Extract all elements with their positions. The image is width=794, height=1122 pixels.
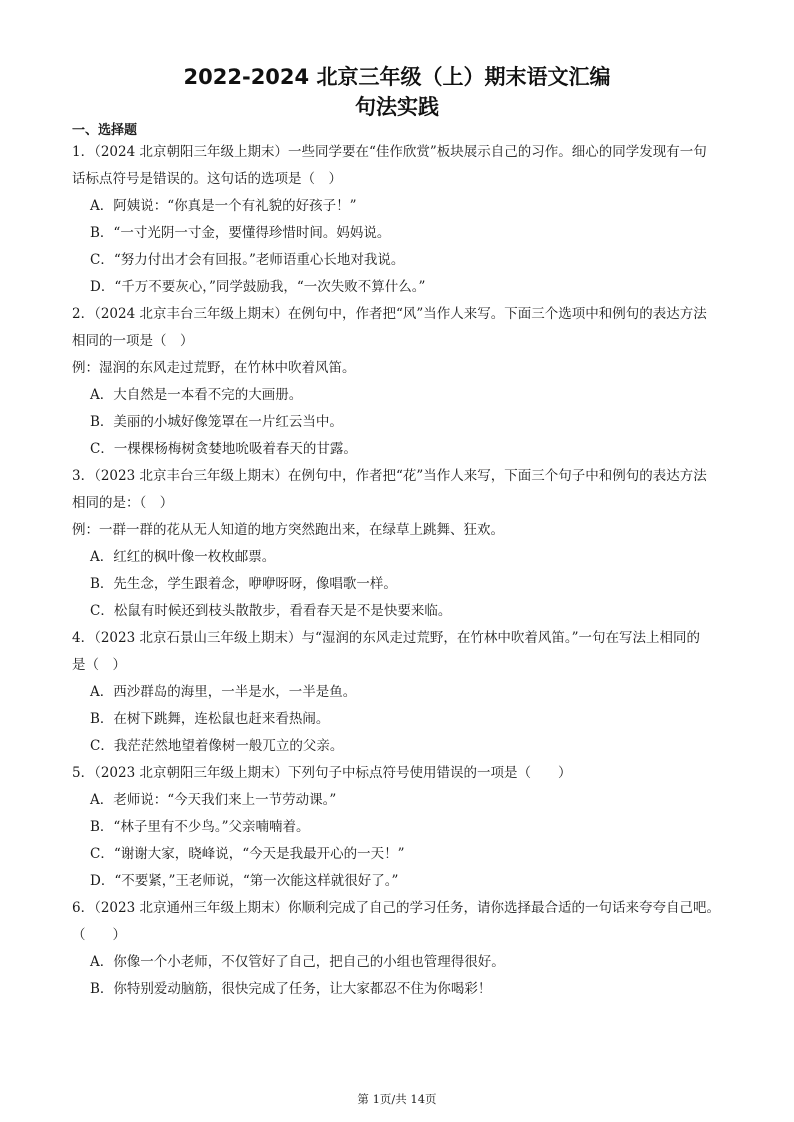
question-5-option-c: C．“谢谢大家，晓峰说，“今天是我最开心的一天！”	[90, 846, 405, 862]
question-6-option-a: A．你像一个小老师，不仅管好了自己，把自己的小组也管理得很好。	[90, 954, 505, 970]
question-3-option-b: B．先生念，学生跟着念，咿咿呀呀，像唱歌一样。	[90, 576, 397, 592]
question-1-stem-cont: 话标点符号是错误的。这句话的选项是（ ）	[72, 171, 342, 187]
question-4-stem: 4．（2023 北京石景山三年级上期末）与“湿润的东风走过荒野，在竹林中吹着风笛。”一句在写法上相同的	[72, 630, 701, 646]
question-5-option-a: A．老师说：“今天我们来上一节劳动课。”	[90, 792, 337, 808]
question-3-stem-cont: 相同的是：（ ）	[72, 495, 174, 511]
question-1-option-a: A．阿姨说：“你真是一个有礼貌的好孩子！”	[90, 198, 357, 214]
question-6-stem-cont: （ ）	[72, 927, 126, 943]
question-4-stem-cont: 是（ ）	[72, 657, 126, 673]
section-heading: 一、选择题	[72, 123, 138, 138]
question-1-stem: 1．（2024 北京朝阳三年级上期末）一些同学要在“佳作欣赏”板块展示自己的习作。细心的同学发现有一句	[72, 144, 707, 160]
question-2-stem: 2．（2024 北京丰台三年级上期末）在例句中，作者把“风”当作人来写。下面三个选项中和例句的表达方法	[72, 306, 707, 322]
question-3-option-a: A．红红的枫叶像一枚枚邮票。	[90, 549, 276, 565]
question-1-option-d: D．“千万不要灰心，”同学鼓励我，“一次失败不算什么。”	[90, 279, 426, 295]
page-footer: 第 1页/共 14页	[357, 1092, 437, 1106]
question-4-option-a: A．西沙群岛的海里，一半是水，一半是鱼。	[90, 684, 357, 700]
question-2-option-c: C．一棵棵杨梅树贪婪地吮吸着春天的甘露。	[90, 441, 357, 457]
question-5-option-b: B．“林子里有不少鸟。”父亲喃喃着。	[90, 819, 310, 835]
question-3-example: 例：一群一群的花从无人知道的地方突然跑出来，在绿草上跳舞、狂欢。	[72, 522, 504, 538]
question-2-option-b: B．美丽的小城好像笼罩在一片红云当中。	[90, 414, 343, 430]
question-4-option-b: B．在树下跳舞，连松鼠也赶来看热闹。	[90, 711, 330, 727]
question-6-option-b: B．你特别爱动脑筋，很快完成了任务，让大家都忍不住为你喝彩！	[90, 981, 492, 997]
question-6-stem: 6．（2023 北京通州三年级上期末）你顺利完成了自己的学习任务，请你选择最合适的一句话来夸夸自己吧。	[72, 900, 720, 916]
question-2-option-a: A．大自然是一本看不完的大画册。	[90, 387, 303, 403]
question-5-stem: 5．（2023 北京朝阳三年级上期末）下列句子中标点符号使用错误的一项是（ ）	[72, 765, 572, 781]
document-subtitle: 句法实践	[355, 95, 439, 119]
question-1-option-b: B．“一寸光阴一寸金，要懂得珍惜时间。妈妈说。	[90, 225, 391, 241]
document-title: 2022-2024 北京三年级（上）期末语文汇编	[183, 65, 611, 89]
question-5-option-d: D．“不要紧，”王老师说，“第一次能这样就很好了。”	[90, 873, 399, 889]
question-3-option-c: C．松鼠有时候还到枝头散散步，看看春天是不是快要来临。	[90, 603, 452, 619]
question-4-option-c: C．我茫茫然地望着像树一般兀立的父亲。	[90, 738, 344, 754]
question-2-example: 例：湿润的东风走过荒野，在竹林中吹着风笛。	[72, 360, 356, 376]
question-3-stem: 3．（2023 北京丰台三年级上期末）在例句中，作者把“花”当作人来写，下面三个句子中和例句的表达方法	[72, 468, 707, 484]
question-2-stem-cont: 相同的一项是（ ）	[72, 333, 194, 349]
question-1-option-c: C．“努力付出才会有回报。”老师语重心长地对我说。	[90, 252, 405, 268]
